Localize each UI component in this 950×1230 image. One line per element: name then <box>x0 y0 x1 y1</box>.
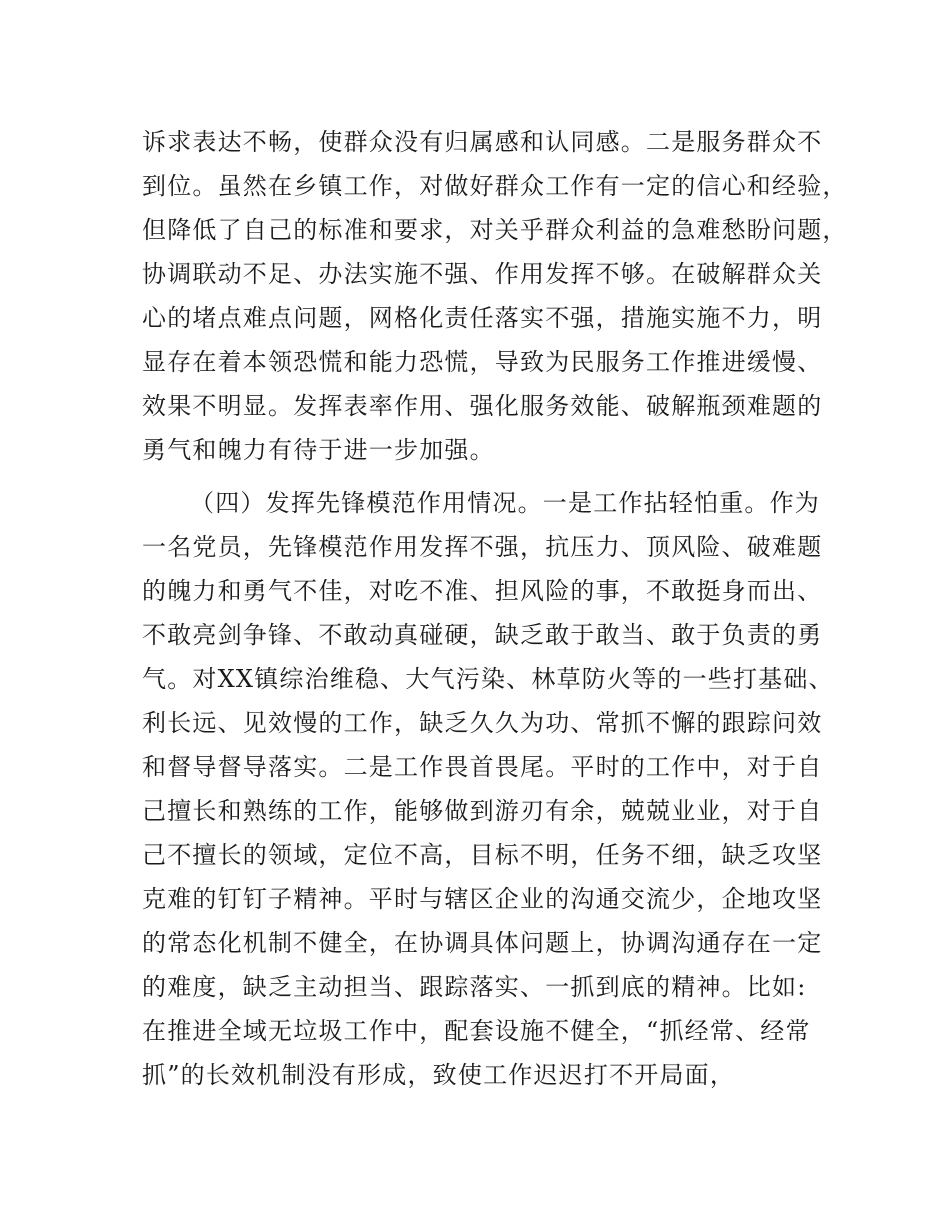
paragraph-line: 的难度，缺乏主动担当、跟踪落实、一抓到底的精神。比如: <box>142 973 807 1001</box>
paragraph-line: 到位。虽然在乡镇工作，对做好群众工作有一定的信心和经验， <box>142 172 848 200</box>
paragraph-line: 但降低了自己的标准和要求，对关乎群众利益的急难愁盼问题， <box>142 216 848 244</box>
paragraph-line: 协调联动不足、办法实施不强、作用发挥不够。在破解群众关 <box>142 260 823 288</box>
paragraph-line: 气。对XX镇综治维稳、大气污染、林草防火等的一些打基础、 <box>142 665 834 693</box>
paragraph-line: 在推进全域无垃圾工作中，配套设施不健全，“抓经常、经常 <box>142 1017 811 1045</box>
paragraph-line: 的常态化机制不健全，在协调具体问题上，协调沟通存在一定 <box>142 929 823 957</box>
section-heading-line: （四）发挥先锋模范作用情况。一是工作拈轻怕重。作为 <box>190 489 820 517</box>
paragraph-line: 己不擅长的领域，定位不高，目标不明，任务不细，缺乏攻坚 <box>142 841 823 869</box>
paragraph-line: 不敢亮剑争锋、不敢动真碰硬，缺乏敢于敢当、敢于负责的勇 <box>142 621 823 649</box>
paragraph-line: 一名党员，先锋模范作用发挥不强，抗压力、顶风险、破难题 <box>142 533 823 561</box>
paragraph-line: 效果不明显。发挥表率作用、强化服务效能、破解瓶颈难题的 <box>142 392 823 420</box>
paragraph-line: 克难的钉钉子精神。平时与辖区企业的沟通交流少，企地攻坚 <box>142 885 823 913</box>
paragraph-line: 利长远、见效慢的工作，缺乏久久为功、常抓不懈的跟踪问效 <box>142 709 823 737</box>
paragraph-line: 的魄力和勇气不佳，对吃不准、担风险的事，不敢挺身而出、 <box>142 577 823 605</box>
paragraph-line: 抓”的长效机制没有形成，致使工作迟迟打不开局面， <box>142 1061 736 1089</box>
paragraph-line: 和督导督导落实。二是工作畏首畏尾。平时的工作中，对于自 <box>142 753 823 781</box>
paragraph-line: 诉求表达不畅，使群众没有归属感和认同感。二是服务群众不 <box>142 128 823 156</box>
paragraph-line: 显存在着本领恐慌和能力恐慌，导致为民服务工作推进缓慢、 <box>142 348 823 376</box>
paragraph-line: 己擅长和熟练的工作，能够做到游刃有余，兢兢业业，对于自 <box>142 797 823 825</box>
paragraph-line: 心的堵点难点问题，网格化责任落实不强，措施实施不力，明 <box>142 304 823 332</box>
paragraph-line: 勇气和魄力有待于进一步加强。 <box>142 436 495 464</box>
